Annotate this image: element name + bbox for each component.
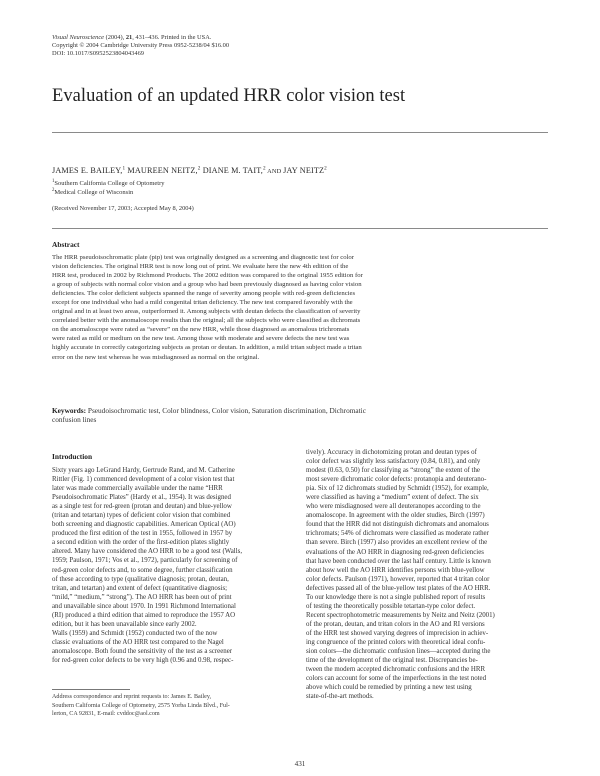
right-column-text bbox=[306, 448, 550, 701]
body-text-line: state-of-the-art methods. bbox=[306, 693, 374, 701]
body-text-line: edition, but it has been unavailable since early 2002. bbox=[52, 620, 197, 628]
abstract-heading: Abstract bbox=[52, 240, 80, 249]
body-text-line: trichromats; 54% of dichromats were classified as moderate rather bbox=[306, 530, 489, 538]
body-text-line: and unavailable since about 1970. In 1991 Richmond International bbox=[52, 602, 236, 610]
body-text-line: about how well the AO HRR identifies persons with blue-yellow bbox=[306, 566, 485, 574]
keywords: Keywords: Pseudoisochromatic test, Color blindness, Color vision, Saturation discrimination, Dichromatic confusion lines bbox=[52, 406, 366, 424]
body-text-line: time of the development of the original test. Discrepancies be- bbox=[306, 657, 478, 665]
body-text-line: tively). Accuracy in dichotomizing protan and deutan types of bbox=[306, 449, 477, 456]
body-text-line: tritan, and tetartan) and extent of defect (quantitative diagnosis; bbox=[52, 584, 228, 592]
received-dates: (Received November 17, 2003; Accepted May 8, 2004) bbox=[52, 205, 194, 212]
body-text-line: for red-green color defects to be very high (0.96 and 0.98, respec- bbox=[52, 656, 234, 664]
abstract-line: deficiencies. The color deficient subjects spanned the range of severity among people with red-green deficiencies bbox=[52, 290, 356, 298]
body-text-line: were classified as having a “medium” extent of defect. The six bbox=[306, 494, 479, 502]
body-text-line: sion colors—the dichromatic confusion lines—accepted during the bbox=[306, 648, 491, 656]
abstract-line: HRR test, produced in 2002 by Richmond Products. The 2002 edition was compared to the original 1955 edition for bbox=[52, 272, 363, 280]
body-text-line: a second edition with the order of the first-edition plates slightly bbox=[52, 539, 230, 547]
left-column-text bbox=[52, 466, 290, 665]
body-text-line: red-green color defects and, to some degree, further classification bbox=[52, 566, 233, 574]
header-divider bbox=[52, 228, 548, 229]
abstract-line: vision deficiencies. The original HRR test is now long out of print. We evaluate here the new 4th edition of the bbox=[52, 263, 349, 271]
body-text-line: of the protan, deutan, and tritan colors in the AO and RI versions bbox=[306, 620, 485, 628]
body-text-line: (tritan and tetartan) types of deficient color vision that combined bbox=[52, 512, 231, 520]
abstract-line: were rated as mild or medium on the new test. Among those with moderate and severe defects the new test was bbox=[52, 335, 350, 343]
body-text-line: color defects. Paulson (1971), however, reported that 4 tritan color bbox=[306, 575, 490, 583]
body-text-line: evaluations of the AO HRR in diagnosing red-green deficiencies bbox=[306, 548, 484, 556]
body-text-line: than severe. Birch (1997) also provides an excellent review of the bbox=[306, 539, 488, 547]
body-text-line: anomaloscope. In agreement with the older studies, Birch (1997) bbox=[306, 512, 485, 520]
body-text-line: defectives passed all of the blue-yellow test plates of the AO HRR. bbox=[306, 584, 491, 592]
doi-line: DOI: 10.1017/S0952523804043469 bbox=[52, 50, 144, 58]
body-text-line: Rittler (Fig. 1) commenced development of a color vision test that bbox=[52, 476, 235, 484]
body-text-line: “mild,” “medium,” “strong”). The AO HRR has been out of print bbox=[52, 593, 232, 601]
body-text-line: produced the first edition of the test in 1955, followed in 1957 by bbox=[52, 530, 233, 538]
body-text-line: found that the HRR did not distinguish dichromats and anomalous bbox=[306, 521, 489, 529]
body-text-line: Recent spectrophotometric measurements by Neitz and Neitz (2001) bbox=[306, 611, 495, 619]
abstract-line: except for one individual who had a mild congenital tritan deficiency. The new test compared favorably with the bbox=[52, 299, 353, 307]
footnote-line: Address correspondence and reprint requests to: James E. Bailey, bbox=[52, 694, 212, 700]
journal-citation: Visual Neuroscience (2004), 21, 431–436. Printed in the USA. bbox=[52, 34, 212, 41]
abstract-line: The HRR pseudoisochromatic plate (pip) test was originally designed as a screening and diagnostic test for color bbox=[52, 254, 354, 261]
body-text-line: tween the modern accepted dichromatic confusions and the HRR bbox=[306, 666, 486, 674]
body-text-line: Walls (1959) and Schmidt (1952) conducted two of the now bbox=[52, 629, 218, 637]
body-text-line: modest (0.63, 0.50) for classifying as “strong” the extent of the bbox=[306, 467, 480, 475]
body-text-line: (RI) produced a third edition that aimed to reproduce the 1957 AO bbox=[52, 611, 236, 619]
body-text-line: classic evaluations of the AO HRR test compared to the Nagel bbox=[52, 638, 224, 646]
body-text-line: 1959; Paulson, 1971; Vos et al., 1972), particularly for screening of bbox=[52, 557, 238, 565]
body-text-line: color defect was slightly less satisfactory (0.84, 0.81), and only bbox=[306, 458, 481, 466]
body-text-line: altered. Many have considered the AO HRR to be a good test (Walls, bbox=[52, 548, 243, 556]
introduction-heading: Introduction bbox=[52, 452, 93, 461]
body-text-line: Pseudoisochromatic Plates” (Hardy et al., 1954). It was designed bbox=[52, 494, 231, 502]
footnote-line: lerton, CA 92831, E-mail: cvddoc@aol.com bbox=[52, 711, 160, 718]
body-text-line: of the HRR test showed varying degrees of imprecision in achiev- bbox=[306, 629, 489, 637]
correspondence-footnote bbox=[52, 693, 230, 719]
body-text-line: who were misdiagnosed were all deuteranopes according to the bbox=[306, 503, 481, 511]
body-text-line: To our knowledge there is not a single published report of results bbox=[306, 593, 486, 601]
body-text-line: both screening and diagnostic capabilities. American Optical (AO) bbox=[52, 521, 236, 529]
footnote-divider bbox=[52, 689, 130, 690]
paper-title: Evaluation of an updated HRR color vision test bbox=[52, 86, 406, 106]
affiliation-2: $^2$Medical College of Wisconsin bbox=[52, 187, 134, 196]
affiliation-1: $^1$Southern California College of Optometry bbox=[52, 178, 165, 187]
body-text-line: as a single test for red-green (protan and deutan) and blue-yellow bbox=[52, 503, 232, 511]
body-text-line: ing congruence of the printed colors with theoretical ideal confu- bbox=[306, 638, 486, 646]
title-divider bbox=[52, 132, 548, 133]
body-text-line: later was made commercially available under the name “HRR bbox=[52, 485, 223, 493]
body-text-line: pia. Six of 12 dichromats studied by Schmidt (1952), for example, bbox=[306, 485, 489, 493]
body-text-line: Sixty years ago LeGrand Hardy, Gertrude Rand, and M. Catherine bbox=[52, 467, 235, 474]
abstract-line: original and in at least two areas, outperformed it. Among subjects with deutan defects the classification of severity bbox=[52, 308, 361, 316]
body-text-line: above which could be remedied by printing a new test using bbox=[306, 684, 472, 692]
body-text-line: colors can account for some of the imperfections in the test noted bbox=[306, 675, 487, 683]
abstract-line: a group of subjects with normal color vision and a group who had been previously diagnosed as having color vision bbox=[52, 281, 362, 289]
body-text-line: most severe dichromatic color defects: protanopia and deuterano- bbox=[306, 476, 487, 484]
author-list: JAMES E. BAILEY,$^1$ MAUREEN NEITZ,$^2$ DIANE M. TAIT,$^2$ AND JAY NEITZ$^2$ bbox=[52, 165, 327, 175]
journal-header bbox=[52, 34, 229, 59]
page-number: 431 bbox=[294, 760, 306, 768]
abstract-line: error on the new test whereas he was misdiagnosed as normal on the original. bbox=[52, 353, 260, 361]
body-text-line: of these according to type (qualitative diagnosis; protan, deutan, bbox=[52, 575, 229, 583]
abstract-line: on the anomaloscope were rated as “severe” on the new HRR, while those diagnosed as anomalous trichromats bbox=[52, 326, 350, 334]
abstract-line: highly accurate in correctly categorizing subjects as protan or deutan. In addition, a mild tritan subject made a tritan bbox=[52, 344, 362, 352]
body-text-line: anomaloscope. Both found the sensitivity of the test as a screener bbox=[52, 647, 233, 655]
abstract-line: correlated better with the anomaloscope results than the original; all the subjects who were classified as dichromats bbox=[52, 317, 361, 325]
footnote-line: Southern California College of Optometry, 2575 Yorba Linda Blvd., Ful- bbox=[52, 702, 230, 709]
body-text-line: that have been conducted over the last half century. Little is known bbox=[306, 557, 491, 565]
abstract-text bbox=[52, 253, 549, 362]
copyright-line: Copyright © 2004 Cambridge University Press 0952-5238/04 $16.00 bbox=[52, 42, 230, 50]
body-text-line: of testing the theoretically possible tetartan-type color defect. bbox=[306, 602, 476, 610]
